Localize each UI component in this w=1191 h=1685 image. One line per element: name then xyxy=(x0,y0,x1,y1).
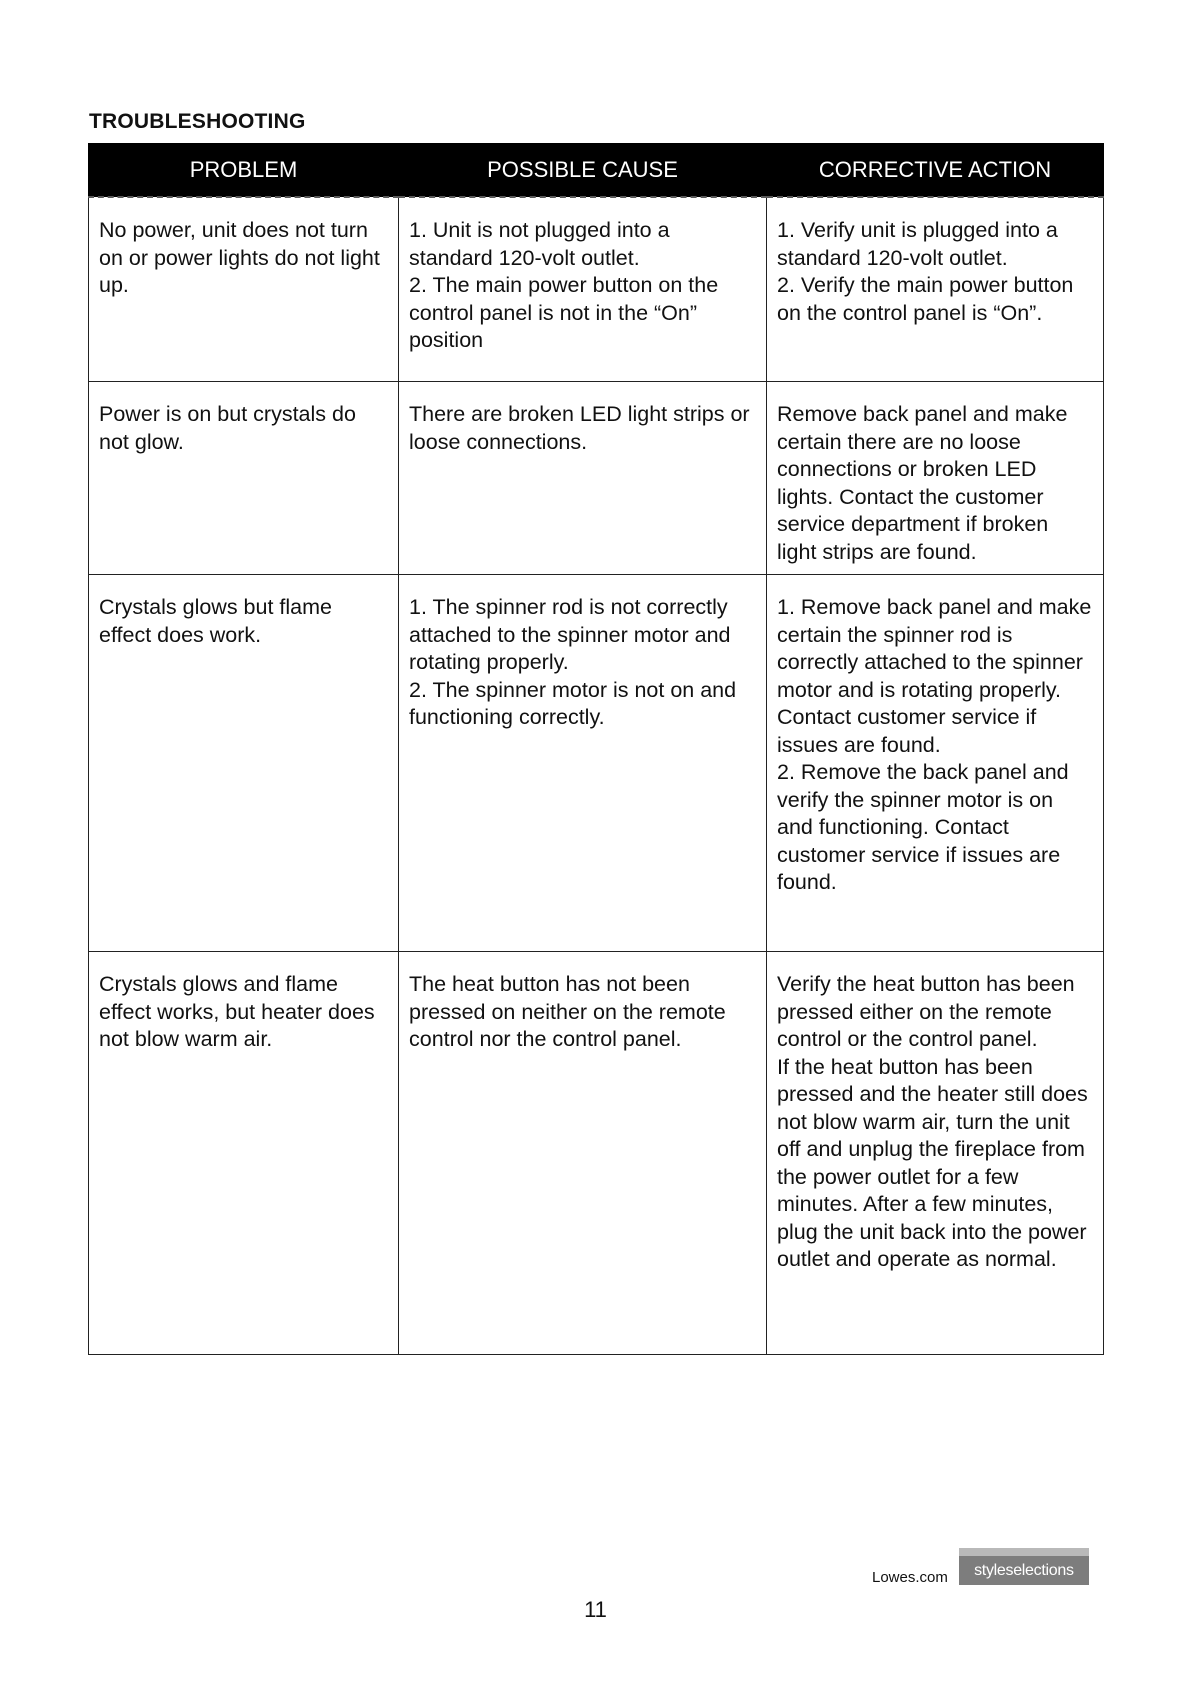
logo-stripe xyxy=(959,1548,1089,1556)
action-cell: Remove back panel and make certain there are no loose connections or broken LED lights. Contact the customer service department if broken light strips are found. xyxy=(767,382,1104,575)
styleselections-logo xyxy=(959,1548,1089,1588)
table-row xyxy=(89,382,1104,575)
brand-footer xyxy=(872,1548,1089,1588)
page-title: TROUBLESHOOTING xyxy=(89,110,306,133)
table-body xyxy=(89,197,1104,1355)
header-possible-cause: POSSIBLE CAUSE xyxy=(399,144,767,198)
website-link[interactable]: Lowes.com xyxy=(872,1569,948,1586)
logo-text: styleselections xyxy=(959,1556,1089,1585)
table-row xyxy=(89,197,1104,382)
header-problem: PROBLEM xyxy=(89,144,399,198)
table-header xyxy=(89,144,1104,198)
action-cell: 1. Verify unit is plugged into a standard 120-volt outlet. 2. Verify the main power button on the control panel is “On”. xyxy=(767,197,1104,382)
action-cell: Verify the heat button has been pressed either on the remote control or the control panel. If the heat button has been pressed and the heater still does not blow warm air, turn the unit off and unplug the fireplace from the power outlet for a few minutes. After a few minutes, plug the unit back into the power outlet and operate as normal. xyxy=(767,952,1104,1355)
troubleshooting-table xyxy=(88,143,1104,1355)
cause-cell: 1. Unit is not plugged into a standard 120-volt outlet. 2. The main power button on the control panel is not in the “On” position xyxy=(399,197,767,382)
action-cell: 1. Remove back panel and make certain the spinner rod is correctly attached to the spinner motor and is rotating properly. Contact customer service if issues are found. 2. Remove the back panel and verify the spinner motor is on and functioning. Contact customer service if issues are found. xyxy=(767,575,1104,952)
problem-cell: Power is on but crystals do not glow. xyxy=(89,382,399,575)
problem-cell: No power, unit does not turn on or power lights do not light up. xyxy=(89,197,399,382)
problem-cell: Crystals glows and flame effect works, but heater does not blow warm air. xyxy=(89,952,399,1355)
cause-cell: There are broken LED light strips or loose connections. xyxy=(399,382,767,575)
table-row xyxy=(89,952,1104,1355)
cause-cell: 1. The spinner rod is not correctly attached to the spinner motor and rotating properly. 2. The spinner motor is not on and functioning correctly. xyxy=(399,575,767,952)
cause-cell: The heat button has not been pressed on neither on the remote control nor the control panel. xyxy=(399,952,767,1355)
table-row xyxy=(89,575,1104,952)
table-header-row xyxy=(89,144,1104,198)
page-number: 11 xyxy=(584,1597,607,1622)
problem-cell: Crystals glows but flame effect does work. xyxy=(89,575,399,952)
header-corrective-action: CORRECTIVE ACTION xyxy=(767,144,1104,198)
